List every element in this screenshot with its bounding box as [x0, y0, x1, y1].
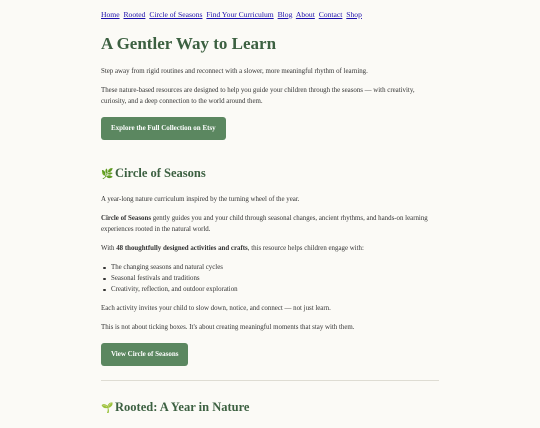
circle-description-strong: Circle of Seasons: [101, 215, 152, 222]
list-item: The changing seasons and natural cycles: [111, 262, 439, 273]
view-circle-button-wrap: [101, 341, 439, 366]
section-divider: [101, 380, 439, 381]
circle-bullet-list: [101, 262, 439, 295]
rooted-title: Rooted: A Year in Nature: [115, 400, 250, 414]
circle-of-seasons-title: Circle of Seasons: [115, 166, 206, 180]
nav-link-blog[interactable]: Blog: [277, 10, 293, 19]
circle-of-seasons-section: [101, 165, 439, 366]
circle-description: [101, 213, 439, 235]
circle-ticking-text: This is not about ticking boxes. It's about creating meaningful moments that stay with them.: [101, 324, 355, 331]
rooted-section: [101, 399, 439, 417]
explore-etsy-button[interactable]: Explore the Full Collection on Etsy: [101, 117, 226, 140]
page-title: A Gentler Way to Learn: [101, 34, 277, 53]
nav-link-home[interactable]: Home: [101, 10, 120, 19]
hero-intro: Step away from rigid routines and reconnect with a slower, more meaningful rhythm of learning.: [101, 68, 368, 75]
nav-link-circle-of-seasons[interactable]: Circle of Seasons: [149, 10, 203, 19]
circle-with-strong: 48 thoughtfully designed activities and crafts: [116, 245, 248, 252]
list-item: Creativity, reflection, and outdoor exploration: [111, 284, 439, 295]
circle-activity-text: Each activity invites your child to slow down, notice, and connect — not just learn.: [101, 305, 331, 312]
circle-description-rest: gently guides you and your child through seasonal changes, ancient rhythms, and hands-on learning experiences rooted in the natural world.: [101, 215, 428, 233]
list-item: Seasonal festivals and traditions: [111, 273, 439, 284]
top-nav: [101, 10, 364, 20]
nav-link-about[interactable]: About: [295, 10, 315, 19]
seedling-icon: 🌱: [101, 403, 114, 414]
nav-link-contact[interactable]: Contact: [318, 10, 343, 19]
main-content: [101, 34, 439, 428]
herb-leaf-icon: 🌿: [101, 169, 114, 180]
circle-tagline: A year-long nature curriculum inspired by the turning wheel of the year.: [101, 196, 300, 203]
view-circle-of-seasons-button[interactable]: View Circle of Seasons: [101, 343, 188, 366]
nav-link-find-your-curriculum[interactable]: Find Your Curriculum: [206, 10, 274, 19]
explore-button-wrap: [101, 115, 439, 140]
nav-link-rooted[interactable]: Rooted: [123, 10, 146, 19]
circle-with-text: [101, 243, 439, 254]
circle-with-prefix: With: [101, 245, 117, 252]
nav-link-shop[interactable]: Shop: [346, 10, 362, 19]
circle-of-seasons-heading: [101, 165, 439, 183]
hero-body: These nature-based resources are designed to help you guide your children through the seasons — with creativity, curiosity, and a deep connection to the world around them.: [101, 87, 415, 105]
rooted-heading: [101, 399, 439, 417]
circle-with-suffix: , this resource helps children engage with:: [247, 245, 364, 252]
